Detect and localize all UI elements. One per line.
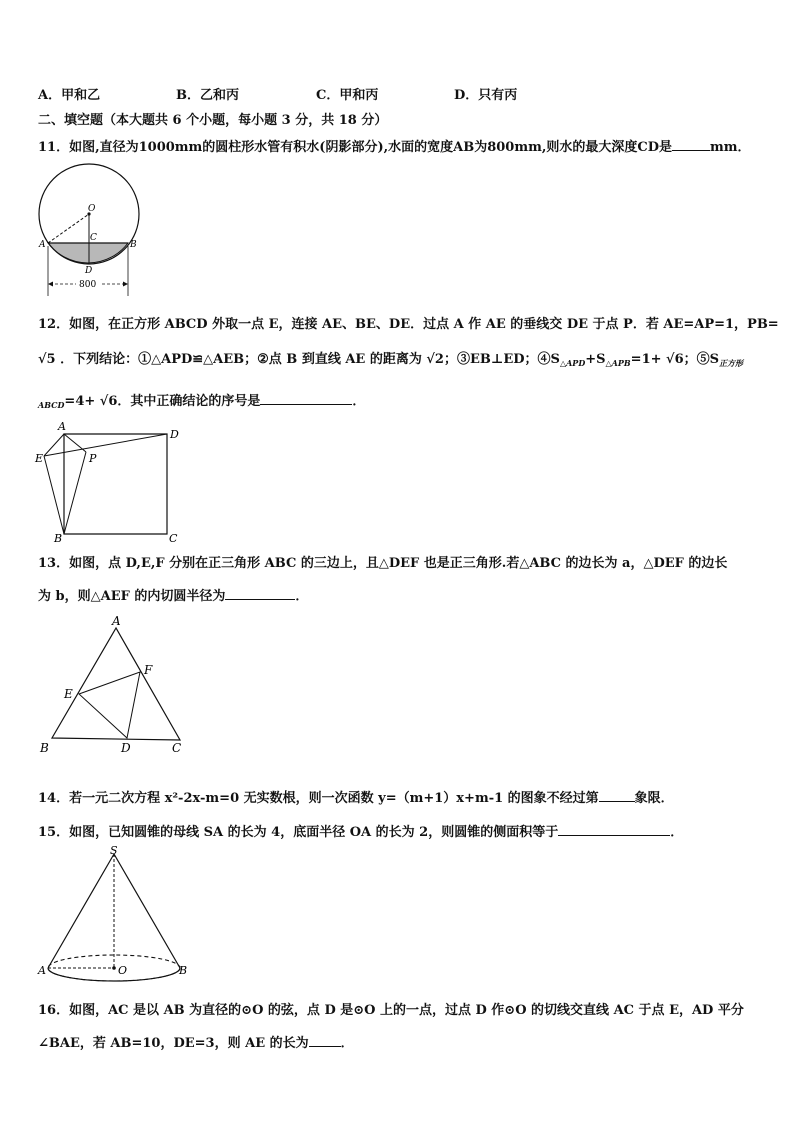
area-subscript-square: 正方形: [719, 358, 744, 368]
answer-blank: [558, 823, 670, 836]
label-e: E: [35, 452, 44, 465]
square-figure: [32, 418, 192, 548]
question-12-end: ．: [352, 394, 366, 409]
question-16-text: ∠BAE，若 AB=10，DE=3，则 AE 的长为: [38, 1036, 309, 1051]
question-12-text-c: =4+ √6．其中正确结论的序号是: [64, 394, 261, 409]
question-12-text-a: √5 ．下列结论：①△APD≌△AEB；②点 B 到直线 AE 的距离为 √2；③EB⊥ED；④S: [38, 352, 560, 367]
label-a: A: [112, 614, 121, 628]
pipe-figure: [32, 160, 152, 300]
label-a: A: [38, 964, 46, 977]
label-a: A: [39, 240, 46, 250]
center-point: [112, 966, 116, 970]
triangle-figure: [32, 612, 202, 762]
answer-blank: [599, 789, 635, 802]
triangle-abc: [52, 628, 180, 740]
square-abcd: [64, 434, 167, 534]
question-14: [38, 787, 674, 806]
segment-ap: [64, 434, 86, 452]
label-b: B: [179, 964, 188, 977]
option-a: A．甲和乙: [38, 88, 101, 103]
slant-sb: [114, 854, 180, 968]
area-subscript-apb: △APB: [605, 358, 631, 368]
answer-blank: [260, 392, 352, 405]
label-b: B: [40, 741, 49, 755]
question-15: [38, 821, 683, 840]
label-o: O: [118, 964, 128, 977]
option-c: C．甲和丙: [316, 88, 379, 103]
label-o: O: [88, 204, 96, 214]
area-subscript-apd: △APD: [559, 358, 586, 368]
label-a: A: [58, 420, 66, 433]
answer-blank: [225, 587, 295, 600]
option-d: D．只有丙: [454, 88, 518, 103]
label-p: P: [89, 452, 97, 465]
question-13-line-1: 13．如图，点 D,E,F 分别在正三角形 ABC 的三边上，且△DEF 也是正三角形.若△ABC 的边长为 a，△DEF 的边长: [38, 556, 728, 571]
cone-base-front: [48, 968, 180, 981]
question-11: [38, 136, 751, 155]
slant-sa: [48, 854, 114, 968]
question-13-line-2: [38, 585, 308, 604]
label-c: C: [90, 233, 97, 243]
question-14-text: 14．若一元二次方程 x²-2x-m=0 无实数根，则一次函数 y=（m+1）x+m-1 的图象不经过第: [38, 791, 599, 806]
dim-label: 800: [79, 280, 97, 290]
question-12-line-1: 12．如图，在正方形 ABCD 外取一点 E，连接 AE、BE、DE．过点 A 作 AE 的垂线交 DE 于点 P．若 AE=AP=1，PB=: [38, 317, 779, 332]
question-14-end: 象限．: [634, 791, 674, 806]
question-13-end: ．: [295, 589, 309, 604]
segment-be: [44, 456, 64, 534]
dim-arrow-left: [48, 282, 53, 287]
area-subscript-abcd: ABCD: [38, 400, 65, 410]
question-12-line-2: [38, 348, 743, 369]
question-11-text: 11．如图,直径为1000mm的圆柱形水管有积水(阴影部分),水面的宽度AB为800mm,则水的最大深度CD是: [38, 140, 673, 155]
label-d: D: [85, 266, 93, 276]
label-d: D: [170, 428, 179, 441]
answer-blank: [309, 1034, 341, 1047]
question-13-text: 为 b，则△AEF 的内切圆半径为: [38, 589, 226, 604]
question-12-line-3: [38, 390, 365, 410]
question-16-line-1: 16．如图，AC 是以 AB 为直径的⊙O 的弦，点 D 是⊙O 上的一点，过点 D 作⊙O 的切线交直线 AC 于点 E，AD 平分: [38, 1003, 744, 1018]
dim-arrow-right: [123, 282, 128, 287]
radius-oa: [48, 214, 89, 243]
segment-pb: [64, 452, 86, 534]
question-12-text-b: =1+ √6；⑤S: [630, 352, 720, 367]
section-title: 二、填空题（本大题共 6 个小题，每小题 3 分，共 18 分）: [38, 113, 388, 128]
question-16-end: ．: [340, 1036, 354, 1051]
label-d: D: [121, 741, 131, 755]
answer-blank: [672, 138, 710, 151]
label-e: E: [64, 687, 73, 701]
label-b: B: [54, 532, 63, 545]
question-16-line-2: [38, 1032, 354, 1051]
triangle-def: [79, 672, 140, 738]
label-c: C: [169, 532, 178, 545]
question-15-text: 15．如图，已知圆锥的母线 SA 的长为 4，底面半径 OA 的长为 2，则圆锥的侧面积等于: [38, 825, 559, 840]
question-12-plus: +S: [585, 352, 606, 367]
option-b: B．乙和丙: [176, 88, 239, 103]
label-c: C: [172, 741, 182, 755]
question-15-end: ．: [670, 825, 684, 840]
water-shaded-region: [48, 243, 128, 263]
label-f: F: [144, 663, 153, 677]
label-s: S: [110, 844, 118, 857]
cone-figure: [30, 842, 200, 982]
label-b: B: [130, 240, 137, 250]
segment-de: [44, 434, 167, 456]
question-11-unit: mm．: [710, 140, 751, 155]
